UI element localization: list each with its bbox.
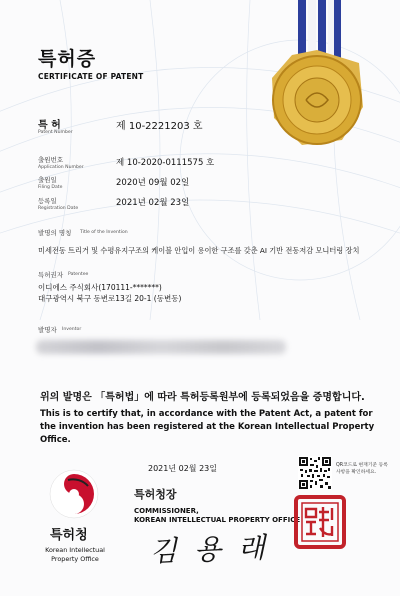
patentee-name: 이디에스 주식회사(170111-*******) [38, 283, 162, 292]
qr-code[interactable] [298, 456, 332, 490]
patentee-address: 대구광역시 북구 동변로13길 20-1 (동변동) [38, 294, 182, 303]
kipo-name-en: Korean Intellectual Property Office [45, 546, 105, 563]
qr-code-note: QR코드로 현재기준 등록사항을 확인하세요. [336, 463, 388, 475]
invention-title-value: 미세전동 트리거 및 수평유지구조의 케이블 안입이 용이한 구조를 갖춘 AI 기반 전동저감 모니터링 장치 [38, 246, 360, 255]
issuer-title-ko: 특허청장 [134, 488, 177, 501]
patent-number-value: 제 10-2221203 호 [116, 121, 203, 132]
issue-date: 2021년 02월 23일 [148, 464, 217, 473]
patent-number-label-en: Patent Number [38, 130, 73, 135]
issuer-title-en-2: KOREAN INTELLECTUAL PROPERTY OFFICE [134, 516, 301, 524]
patent-number-label: 특 허 [38, 120, 61, 131]
certification-statement-ko: 위의 발명은 「특허법」에 따라 특허등록원부에 등록되었음을 증명합니다. [40, 392, 365, 403]
application-number-label: 출원번호 [38, 156, 64, 164]
kipo-logo [48, 468, 100, 520]
issuer-title-en-1: COMMISSIONER, [134, 507, 199, 515]
inventor-label: 발명자 [38, 326, 57, 334]
patentee-label-en: Patentee [68, 272, 89, 277]
filing-date-label: 출원일 [38, 176, 57, 184]
inventor-names-redacted [36, 340, 286, 354]
registration-date-label-en: Registration Date [38, 206, 79, 211]
patentee-label: 특허권자 [38, 271, 64, 279]
application-number-label-en: Application Number [38, 165, 84, 170]
certificate-title: 특허증 [38, 48, 97, 70]
official-seal-stamp [293, 494, 347, 550]
inventor-label-en: Inventor [62, 327, 82, 332]
filing-date-value: 2020년 09월 02일 [116, 178, 190, 188]
registration-date-label: 등록일 [38, 197, 57, 205]
commissioner-signature: 김 용 래 [149, 530, 270, 569]
application-number-value: 제 10-2020-0111575 호 [116, 158, 215, 168]
invention-title-label-en: Title of the Invention [80, 230, 128, 235]
invention-title-label: 발명의 명칭 [38, 229, 72, 237]
kipo-name-ko: 특허청 [50, 528, 88, 543]
registration-date-value: 2021년 02월 23일 [116, 198, 190, 208]
filing-date-label-en: Filing Date [38, 185, 63, 190]
certificate-title-en: CERTIFICATE OF PATENT [38, 72, 144, 81]
gold-seal-with-ribbon [262, 0, 372, 160]
certification-statement-en: This is to certify that, in accordance with the Patent Act, a patent for the invention has been registered at the Korean Intellectual Property Office. [40, 409, 375, 445]
